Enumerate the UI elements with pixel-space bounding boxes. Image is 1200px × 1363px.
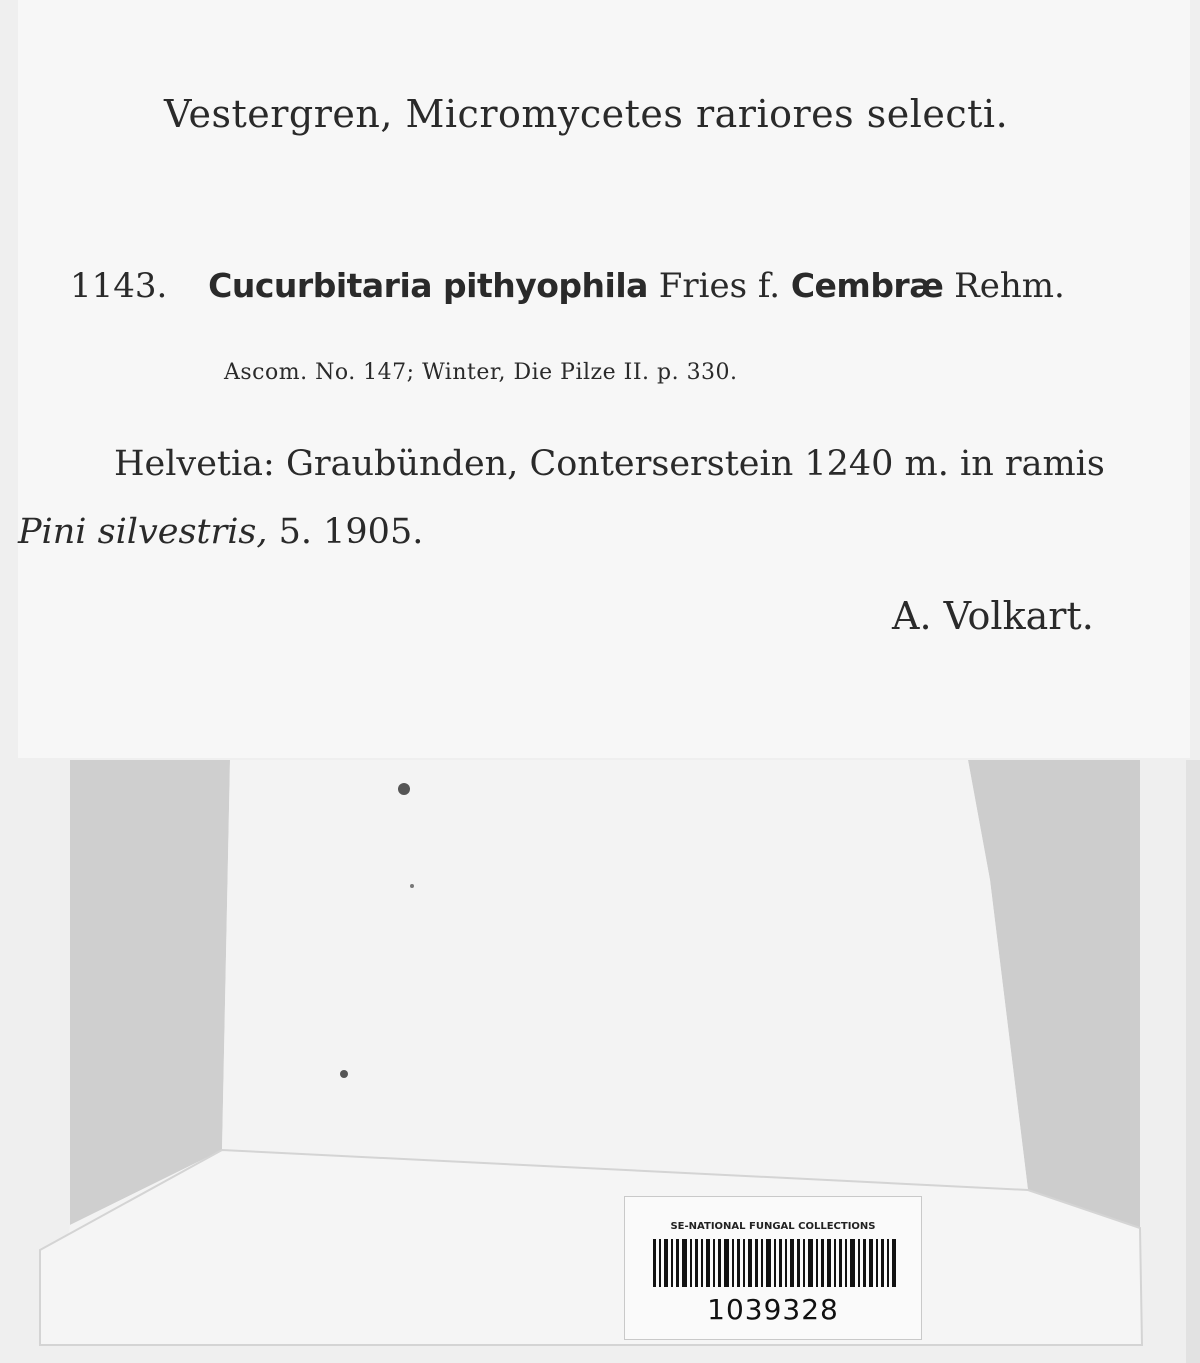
genus-species: Cucurbitaria pithyophila — [208, 266, 648, 305]
forma-name: Cembræ — [790, 266, 944, 305]
literature-reference: Ascom. No. 147; Winter, Die Pilze II. p. 330. — [224, 360, 738, 385]
barcode-bars — [651, 1235, 899, 1293]
collector-name: A. Volkart. — [892, 594, 1094, 638]
speck — [340, 1070, 348, 1078]
entry-number: 1143. — [70, 266, 168, 306]
host-name: Pini silvestris, — [18, 512, 268, 552]
collection-date: 5. 1905. — [278, 512, 424, 552]
author-fries: Fries f. — [658, 266, 781, 306]
locality-line-2 — [18, 512, 423, 552]
series-title: Vestergren, Micromycetes rariores selecti. — [164, 92, 1009, 136]
species-entry — [70, 266, 1065, 306]
packet-left-flap — [70, 760, 230, 1225]
author-rehm: Rehm. — [954, 266, 1065, 306]
sheet-right-edge — [1186, 760, 1200, 1363]
speck — [398, 783, 410, 795]
locality-line-1: Helvetia: Graubünden, Conterserstein 1240 m. in ramis — [114, 444, 1105, 484]
barcode-label — [624, 1196, 922, 1340]
barcode-number: 1039328 — [707, 1293, 839, 1326]
speck — [410, 884, 414, 888]
specimen-label — [18, 0, 1190, 758]
barcode-institution: SE-NATIONAL FUNGAL COLLECTIONS — [670, 1221, 876, 1232]
